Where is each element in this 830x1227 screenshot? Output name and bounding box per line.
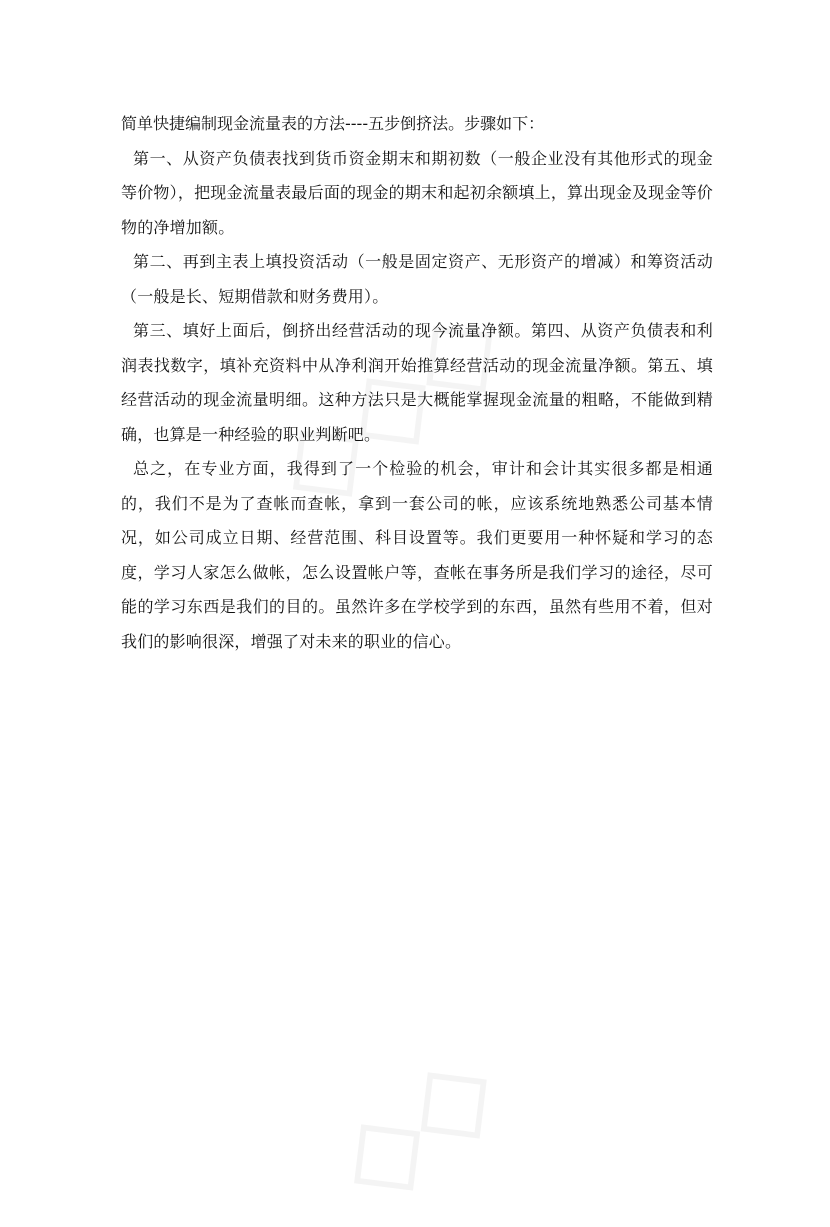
document-title-line: 简单快捷编制现金流量表的方法----五步倒挤法。步骤如下： bbox=[121, 114, 545, 133]
paragraph-step-two: 第二、再到主表上填投资活动（一般是固定资产、无形资产的增减）和筹资活动（一般是长、短期借款和财务费用）。 bbox=[121, 252, 713, 306]
paragraph-step-one: 第一、从资产负债表找到货币资金期末和期初数（一般企业没有其他形式的现金等价物），把现金流量表最后面的现金的期末和起初余额填上，算出现金及现金等价物的净增加额。 bbox=[121, 148, 713, 237]
paragraph-summary: 总之，在专业方面，我得到了一个检验的机会，审计和会计其实很多都是相通的，我们不是为了查帐而查帐，拿到一套公司的帐，应该系统地熟悉公司基本情况，如公司成立日期、经营范围、科目设置等。我们更要用一种怀疑和学习的态度，学习人家怎么做帐，怎么设置帐户等，查帐在事务所是我们学习的途径，尽可能的学习东西是我们的目的。虽然许多在学校学到的东西，虽然有些用不着，但对我们的影响很深，增强了对未来的职业的信心。 bbox=[121, 459, 713, 651]
paragraph-steps-three-to-five: 第三、填好上面后，倒挤出经营活动的现今流量净额。第四、从资产负债表和利润表找数字，填补充资料中从净利润开始推算经营活动的现金流量净额。第五、填经营活动的现金流量明细。这种方法只是大概能掌握现金流量的粗略，不能做到精确，也算是一种经验的职业判断吧。 bbox=[121, 321, 713, 444]
document-body bbox=[121, 107, 713, 659]
watermark-graphic-bottom bbox=[309, 1021, 521, 1226]
